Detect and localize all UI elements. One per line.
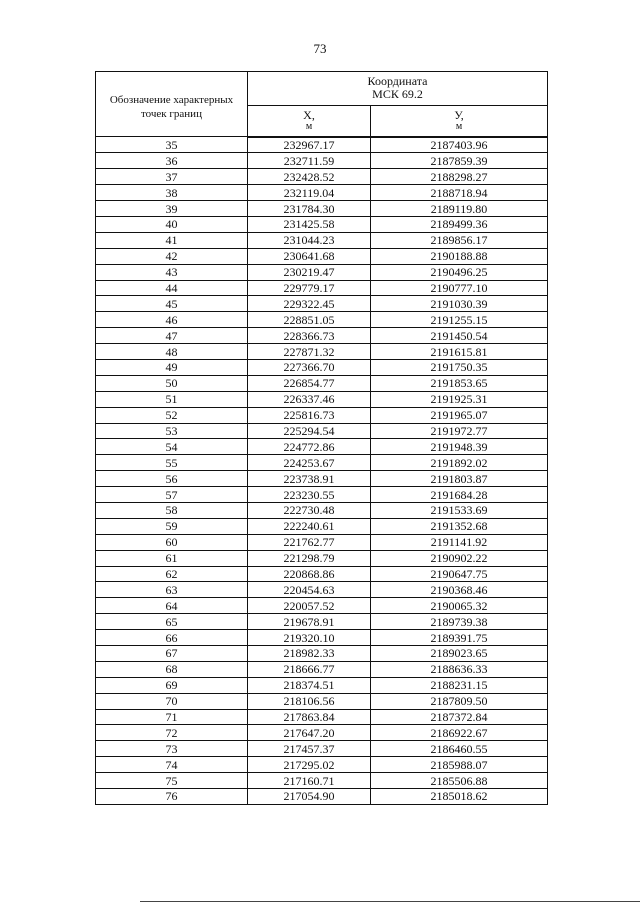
coordinate-system-header (248, 72, 548, 106)
page-edge-line (140, 901, 640, 902)
point-cell: 64 (96, 598, 248, 614)
point-cell: 43 (96, 264, 248, 280)
coordinates-table (95, 71, 548, 805)
y-coordinate-cell: 2190188.88 (371, 248, 548, 264)
y-coordinate-cell: 2186460.55 (371, 741, 548, 757)
x-coordinate-cell: 231784.30 (248, 201, 371, 217)
x-coordinate-cell: 217647.20 (248, 725, 371, 741)
point-cell: 52 (96, 407, 248, 423)
point-cell: 48 (96, 344, 248, 360)
table-row (96, 455, 548, 471)
table-row (96, 296, 548, 312)
y-coordinate-cell: 2188298.27 (371, 169, 548, 185)
point-cell: 67 (96, 646, 248, 662)
x-coordinate-cell: 219678.91 (248, 614, 371, 630)
table-row (96, 789, 548, 805)
y-coordinate-cell: 2191352.68 (371, 518, 548, 534)
y-coordinate-cell: 2187403.96 (371, 137, 548, 153)
point-cell: 46 (96, 312, 248, 328)
x-coordinate-cell: 225816.73 (248, 407, 371, 423)
y-coordinate-cell: 2189119.80 (371, 201, 548, 217)
table-row (96, 725, 548, 741)
y-coordinate-cell: 2191972.77 (371, 423, 548, 439)
y-coordinate-cell: 2190496.25 (371, 264, 548, 280)
table-row (96, 582, 548, 598)
y-coordinate-cell: 2189739.38 (371, 614, 548, 630)
point-cell: 41 (96, 232, 248, 248)
x-coordinate-cell: 217054.90 (248, 789, 371, 805)
x-coordinate-cell: 220868.86 (248, 566, 371, 582)
y-coordinate-cell: 2187859.39 (371, 153, 548, 169)
x-coordinate-cell: 228366.73 (248, 328, 371, 344)
table-row (96, 773, 548, 789)
point-cell: 60 (96, 534, 248, 550)
table-row (96, 264, 548, 280)
table-row (96, 216, 548, 232)
y-coordinate-cell: 2191615.81 (371, 344, 548, 360)
table-row (96, 566, 548, 582)
y-axis-header (371, 105, 548, 136)
coordinate-header-line1: Координата (367, 74, 428, 89)
table-row (96, 407, 548, 423)
table-row (96, 201, 548, 217)
point-cell: 39 (96, 201, 248, 217)
table-row (96, 646, 548, 662)
table-row (96, 232, 548, 248)
x-coordinate-cell: 227871.32 (248, 344, 371, 360)
x-coordinate-cell: 223230.55 (248, 487, 371, 503)
point-cell: 71 (96, 709, 248, 725)
y-axis-unit: м (455, 120, 463, 132)
coordinate-header-line2: МСК 69.2 (372, 87, 423, 102)
table-row (96, 614, 548, 630)
y-coordinate-cell: 2191803.87 (371, 471, 548, 487)
point-cell: 36 (96, 153, 248, 169)
y-coordinate-cell: 2189499.36 (371, 216, 548, 232)
x-coordinate-cell: 217457.37 (248, 741, 371, 757)
y-coordinate-cell: 2191255.15 (371, 312, 548, 328)
y-coordinate-cell: 2185988.07 (371, 757, 548, 773)
point-cell: 74 (96, 757, 248, 773)
x-axis-label: Х, (303, 107, 315, 122)
x-coordinate-cell: 231044.23 (248, 232, 371, 248)
x-coordinate-cell: 232119.04 (248, 185, 371, 201)
y-coordinate-cell: 2191948.39 (371, 439, 548, 455)
x-coordinate-cell: 224253.67 (248, 455, 371, 471)
y-coordinate-cell: 2191853.65 (371, 375, 548, 391)
y-coordinate-cell: 2191030.39 (371, 296, 548, 312)
point-cell: 58 (96, 502, 248, 518)
point-cell: 55 (96, 455, 248, 471)
point-cell: 72 (96, 725, 248, 741)
x-coordinate-cell: 226854.77 (248, 375, 371, 391)
table-row (96, 598, 548, 614)
x-axis-unit: м (305, 120, 313, 132)
point-cell: 50 (96, 375, 248, 391)
point-cell: 51 (96, 391, 248, 407)
point-cell: 44 (96, 280, 248, 296)
point-cell: 76 (96, 789, 248, 805)
x-coordinate-cell: 232967.17 (248, 137, 371, 153)
y-coordinate-cell: 2191892.02 (371, 455, 548, 471)
y-coordinate-cell: 2191450.54 (371, 328, 548, 344)
table-row (96, 391, 548, 407)
table-row (96, 661, 548, 677)
table-row (96, 248, 548, 264)
point-cell: 37 (96, 169, 248, 185)
point-cell: 47 (96, 328, 248, 344)
table-row (96, 693, 548, 709)
point-cell: 54 (96, 439, 248, 455)
y-coordinate-cell: 2187372.84 (371, 709, 548, 725)
x-coordinate-cell: 221298.79 (248, 550, 371, 566)
y-axis-label: У, (454, 107, 464, 122)
x-coordinate-cell: 218374.51 (248, 677, 371, 693)
y-coordinate-cell: 2189391.75 (371, 630, 548, 646)
table-row (96, 502, 548, 518)
y-coordinate-cell: 2191965.07 (371, 407, 548, 423)
table-row (96, 375, 548, 391)
x-coordinate-cell: 217295.02 (248, 757, 371, 773)
x-coordinate-cell: 232711.59 (248, 153, 371, 169)
point-cell: 53 (96, 423, 248, 439)
table-row (96, 344, 548, 360)
x-coordinate-cell: 218106.56 (248, 693, 371, 709)
table-row (96, 169, 548, 185)
table-row (96, 423, 548, 439)
y-coordinate-cell: 2191533.69 (371, 502, 548, 518)
x-coordinate-cell: 228851.05 (248, 312, 371, 328)
y-coordinate-cell: 2191750.35 (371, 359, 548, 375)
y-coordinate-cell: 2188231.15 (371, 677, 548, 693)
x-coordinate-cell: 227366.70 (248, 359, 371, 375)
table-row (96, 487, 548, 503)
point-cell: 45 (96, 296, 248, 312)
table-row (96, 677, 548, 693)
y-coordinate-cell: 2188636.33 (371, 661, 548, 677)
x-coordinate-cell: 218982.33 (248, 646, 371, 662)
point-cell: 70 (96, 693, 248, 709)
table-row (96, 757, 548, 773)
y-coordinate-cell: 2190368.46 (371, 582, 548, 598)
y-coordinate-cell: 2189856.17 (371, 232, 548, 248)
y-coordinate-cell: 2191684.28 (371, 487, 548, 503)
x-coordinate-cell: 230641.68 (248, 248, 371, 264)
y-coordinate-cell: 2185018.62 (371, 789, 548, 805)
point-cell: 75 (96, 773, 248, 789)
table-row (96, 280, 548, 296)
x-coordinate-cell: 232428.52 (248, 169, 371, 185)
table-row (96, 741, 548, 757)
table-row (96, 550, 548, 566)
y-coordinate-cell: 2190902.22 (371, 550, 548, 566)
x-coordinate-cell: 221762.77 (248, 534, 371, 550)
x-coordinate-cell: 219320.10 (248, 630, 371, 646)
point-designation-header: Обозначение характерных точек границ (96, 72, 248, 137)
table-row (96, 359, 548, 375)
x-coordinate-cell: 231425.58 (248, 216, 371, 232)
table-row (96, 312, 548, 328)
point-cell: 69 (96, 677, 248, 693)
y-coordinate-cell: 2189023.65 (371, 646, 548, 662)
table-row (96, 534, 548, 550)
y-coordinate-cell: 2186922.67 (371, 725, 548, 741)
x-coordinate-cell: 217160.71 (248, 773, 371, 789)
y-coordinate-cell: 2190065.32 (371, 598, 548, 614)
x-axis-header (248, 105, 371, 136)
y-coordinate-cell: 2187809.50 (371, 693, 548, 709)
point-cell: 49 (96, 359, 248, 375)
point-cell: 38 (96, 185, 248, 201)
y-coordinate-cell: 2185506.88 (371, 773, 548, 789)
y-coordinate-cell: 2190777.10 (371, 280, 548, 296)
point-cell: 59 (96, 518, 248, 534)
point-cell: 40 (96, 216, 248, 232)
table-row (96, 328, 548, 344)
page-number: 73 (313, 41, 327, 56)
x-coordinate-cell: 229779.17 (248, 280, 371, 296)
table-row (96, 185, 548, 201)
point-cell: 68 (96, 661, 248, 677)
point-cell: 42 (96, 248, 248, 264)
point-cell: 66 (96, 630, 248, 646)
point-cell: 65 (96, 614, 248, 630)
x-coordinate-cell: 217863.84 (248, 709, 371, 725)
x-coordinate-cell: 225294.54 (248, 423, 371, 439)
x-coordinate-cell: 224772.86 (248, 439, 371, 455)
point-cell: 57 (96, 487, 248, 503)
table-row (96, 439, 548, 455)
x-coordinate-cell: 223738.91 (248, 471, 371, 487)
point-cell: 62 (96, 566, 248, 582)
x-coordinate-cell: 226337.46 (248, 391, 371, 407)
x-coordinate-cell: 222240.61 (248, 518, 371, 534)
x-coordinate-cell: 229322.45 (248, 296, 371, 312)
point-cell: 63 (96, 582, 248, 598)
point-cell: 35 (96, 137, 248, 153)
point-cell: 61 (96, 550, 248, 566)
point-cell: 73 (96, 741, 248, 757)
y-coordinate-cell: 2188718.94 (371, 185, 548, 201)
y-coordinate-cell: 2191925.31 (371, 391, 548, 407)
table-row (96, 630, 548, 646)
y-coordinate-cell: 2191141.92 (371, 534, 548, 550)
table-row (96, 709, 548, 725)
point-cell: 56 (96, 471, 248, 487)
coordinates-table-body (96, 137, 548, 805)
table-row (96, 518, 548, 534)
x-coordinate-cell: 220057.52 (248, 598, 371, 614)
x-coordinate-cell: 220454.63 (248, 582, 371, 598)
table-row (96, 137, 548, 153)
y-coordinate-cell: 2190647.75 (371, 566, 548, 582)
table-row (96, 153, 548, 169)
table-row (96, 471, 548, 487)
x-coordinate-cell: 222730.48 (248, 502, 371, 518)
x-coordinate-cell: 230219.47 (248, 264, 371, 280)
x-coordinate-cell: 218666.77 (248, 661, 371, 677)
